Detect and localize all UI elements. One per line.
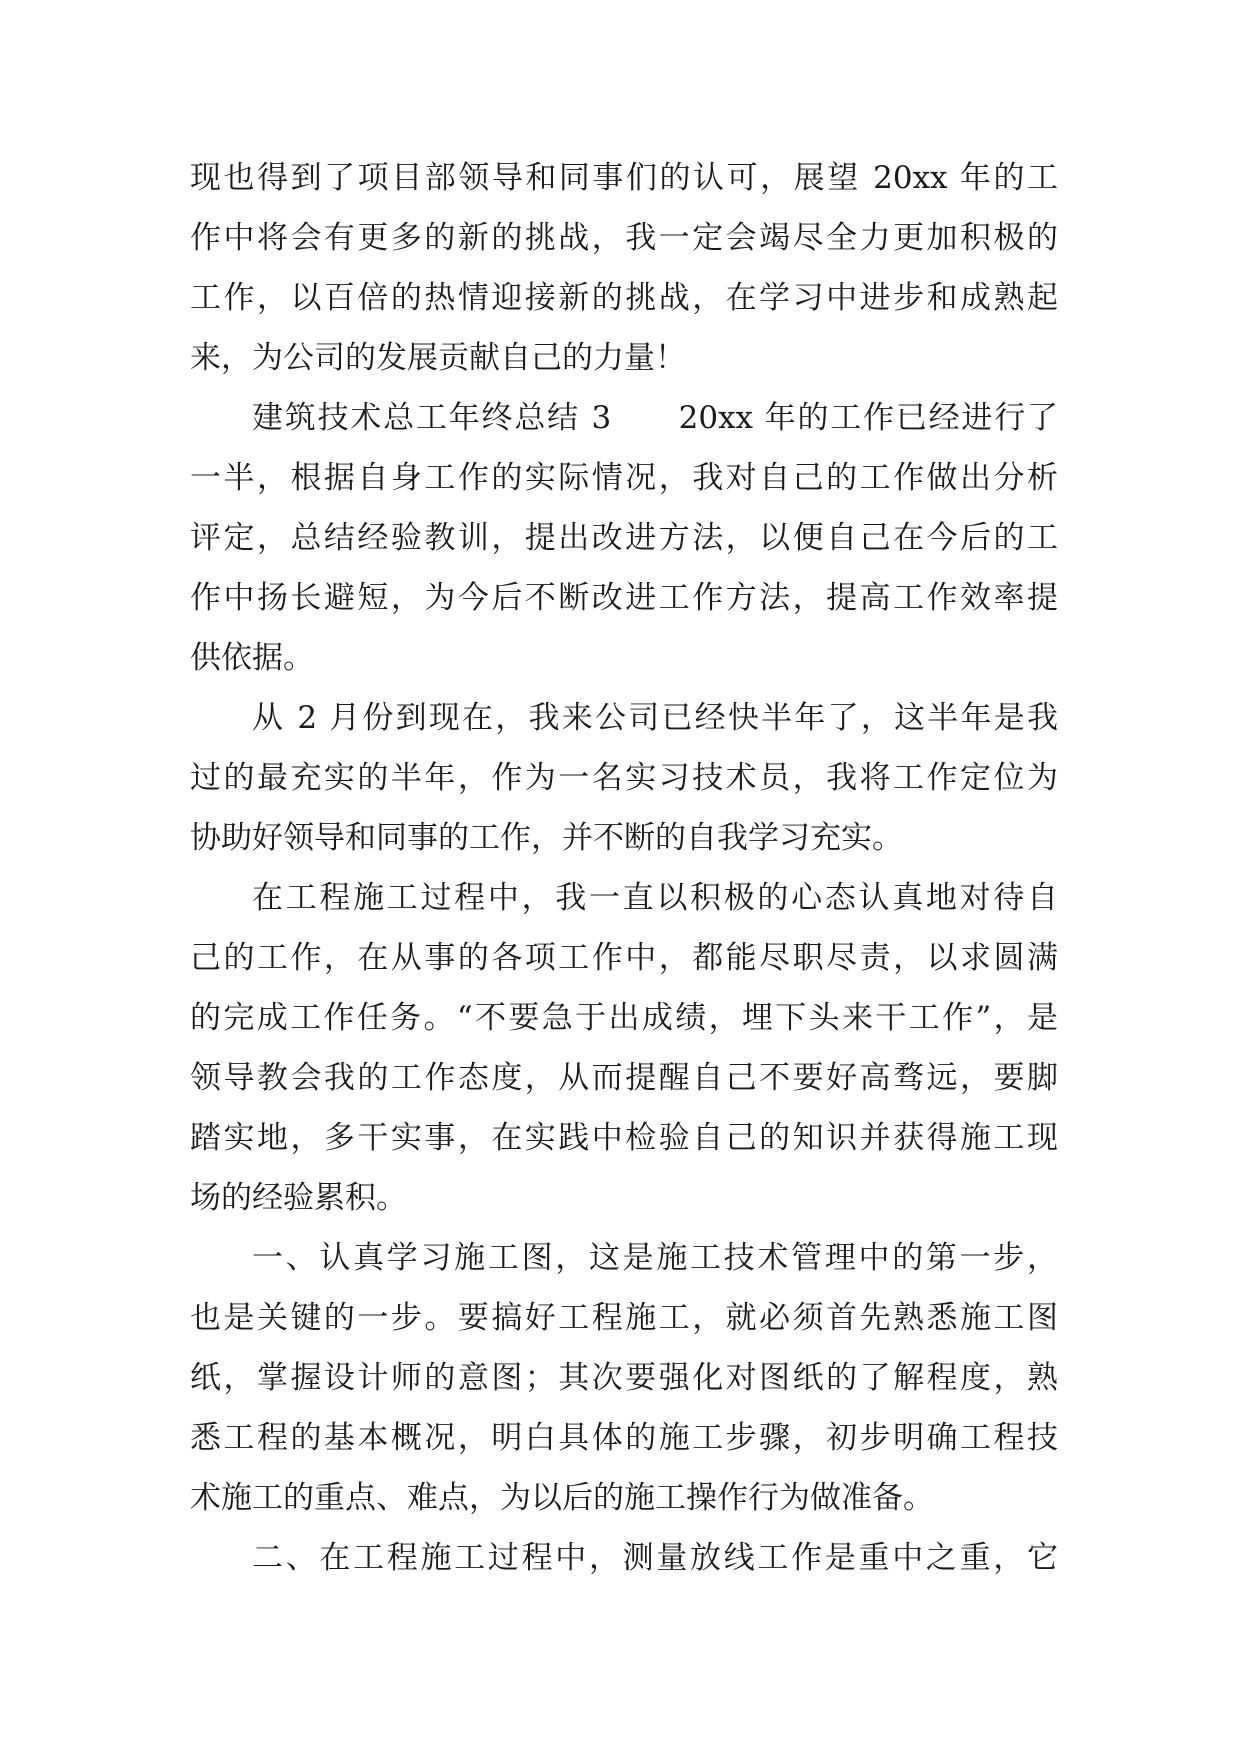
text-line: 过的最充实的半年，作为一名实习技术员，我将工作定位为 [190,760,1058,796]
text-line: 领导教会我的工作态度，从而提醒自己不要好高骛远，要脚 [190,1060,1058,1096]
text-line: 来，为公司的发展贡献自己的力量！ [190,340,686,376]
text-line: 二、在工程施工过程中，测量放线工作是重中之重，它 [252,1540,1058,1576]
paragraph-point-one [190,1228,1058,1528]
paragraph-half-year [190,688,1058,868]
text-line: 评定，总结经验教训，提出改进方法，以便自己在今后的工 [190,520,1058,556]
text-line: 在工程施工过程中，我一直以积极的心态认真地对待自 [252,880,1058,916]
text-line: 从 2 月份到现在，我来公司已经快半年了，这半年是我 [252,700,1058,736]
text-line: 纸，掌握设计师的意图；其次要强化对图纸的了解程度，熟 [190,1360,1058,1396]
paragraph-point-two [190,1528,1058,1588]
text-line: 术施工的重点、难点，为以后的施工操作行为做准备。 [190,1480,934,1516]
text-line: 踏实地，多干实事，在实践中检验自己的知识并获得施工现 [190,1120,1058,1156]
paragraph-continuation [190,148,1058,388]
text-line: 也是关键的一步。要搞好工程施工，就必须首先熟悉施工图 [190,1300,1058,1336]
text-line: 工作，以百倍的热情迎接新的挑战，在学习中进步和成熟起 [190,280,1058,316]
text-line: 作中将会有更多的新的挑战，我一定会竭尽全力更加积极的 [190,220,1058,256]
text-line: 一、认真学习施工图，这是施工技术管理中的第一步， [252,1240,1058,1276]
text-line: 场的经验累积。 [190,1180,407,1216]
text-line: 悉工程的基本概况，明白具体的施工步骤，初步明确工程技 [190,1420,1058,1456]
section-heading-line: 建筑技术总工年终总结 3 20xx 年的工作已经进行了 [252,400,1058,436]
text-line: 协助好领导和同事的工作，并不断的自我学习充实。 [190,820,903,856]
text-line: 现也得到了项目部领导和同事们的认可，展望 20xx 年的工 [190,160,1058,196]
text-line: 的完成工作任务。“不要急于出成绩，埋下头来干工作”，是 [190,1000,1058,1036]
text-line: 作中扬长避短，为今后不断改进工作方法，提高工作效率提 [190,580,1058,616]
text-line: 一半，根据自身工作的实际情况，我对自己的工作做出分析 [190,460,1058,496]
document-page [190,148,1058,1588]
paragraph-attitude [190,868,1058,1228]
text-line: 己的工作，在从事的各项工作中，都能尽职尽责，以求圆满 [190,940,1058,976]
text-line: 供依据。 [190,640,314,676]
paragraph-summary-intro [190,388,1058,688]
